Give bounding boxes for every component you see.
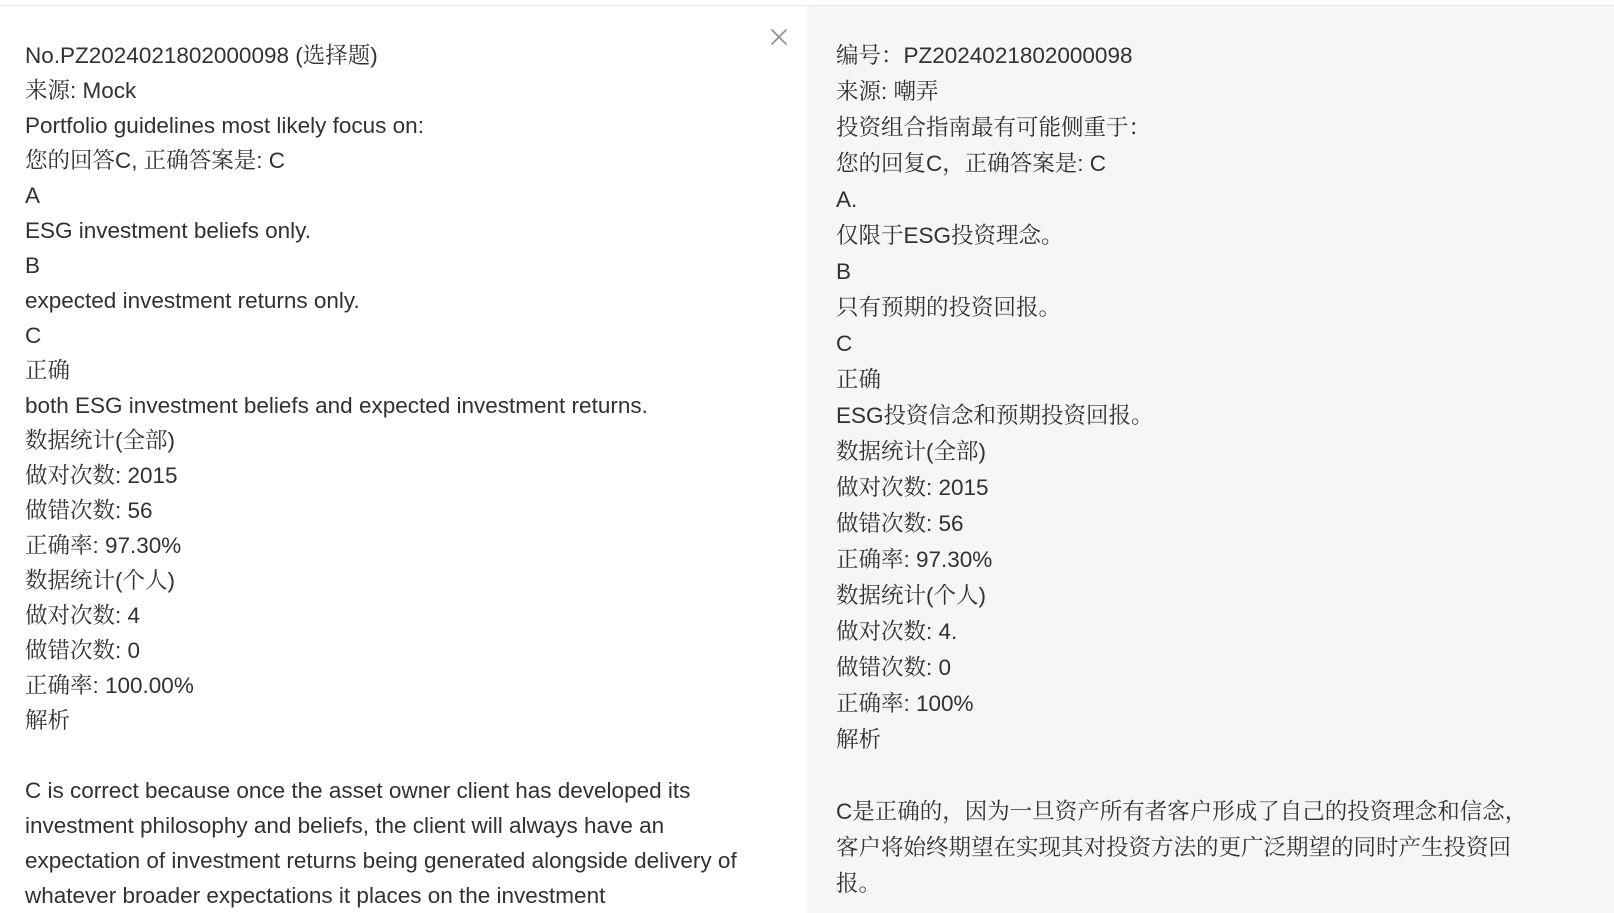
stats-personal-rate: 正确率: 100% bbox=[836, 691, 974, 716]
option-b-label: B bbox=[25, 253, 41, 278]
option-c-text: both ESG investment beliefs and expected investment returns. bbox=[25, 393, 648, 418]
analysis-title: 解析 bbox=[836, 727, 882, 752]
stats-all-rate: 正确率: 97.30% bbox=[836, 547, 993, 572]
option-c-label: C bbox=[25, 323, 42, 348]
question-stem: 投资组合指南最有可能侧重于： bbox=[836, 115, 1152, 140]
analysis-text: C是正确的，因为一旦资产所有者客户形成了自己的投资理念和信念，客户将始终期望在实现其对投资方法的更广泛期望的同时产生投资回报。 bbox=[836, 799, 1528, 896]
stats-all-wrong: 做错次数: 56 bbox=[25, 498, 153, 523]
stats-all-rate: 正确率: 97.30% bbox=[25, 533, 182, 558]
option-b-text: expected investment returns only. bbox=[25, 288, 360, 313]
option-b-label: B bbox=[836, 259, 852, 284]
stats-personal-correct: 做对次数: 4 bbox=[25, 603, 141, 628]
option-c-correct-tag: 正确 bbox=[836, 367, 882, 392]
original-question-panel bbox=[0, 6, 807, 913]
analysis-text: C is correct because once the asset owner client has developed its investment philosophy and beliefs, the client will always have an expectation of investment returns being generated alongside delivery of whatever broader expectations it places on the investment bbox=[25, 778, 737, 908]
option-c-label: C bbox=[836, 331, 853, 356]
answer-result: 您的回答C, 正确答案是: C bbox=[25, 148, 286, 173]
stats-all-correct: 做对次数: 2015 bbox=[25, 463, 178, 488]
stats-personal-correct: 做对次数: 4. bbox=[836, 619, 958, 644]
question-number: No.PZ2024021802000098 (选择题) bbox=[25, 43, 378, 68]
analysis-title: 解析 bbox=[25, 708, 71, 733]
option-b-text: 只有预期的投资回报。 bbox=[836, 295, 1062, 320]
stats-all-title: 数据统计(全部) bbox=[836, 439, 986, 464]
analysis-spacer bbox=[836, 758, 1536, 794]
option-c-text: ESG投资信念和预期投资回报。 bbox=[836, 403, 1154, 428]
question-source: 来源: Mock bbox=[25, 78, 137, 103]
analysis-spacer bbox=[25, 738, 770, 773]
stats-personal-title: 数据统计(个人) bbox=[836, 583, 986, 608]
translated-question-panel bbox=[807, 6, 1614, 913]
question-number: 编号：PZ2024021802000098 bbox=[836, 43, 1133, 68]
option-a-label: A. bbox=[836, 187, 858, 212]
stats-personal-title: 数据统计(个人) bbox=[25, 568, 175, 593]
stats-personal-wrong: 做错次数: 0 bbox=[25, 638, 141, 663]
close-button[interactable] bbox=[768, 26, 790, 48]
option-c-correct-tag: 正确 bbox=[25, 358, 71, 383]
stats-all-wrong: 做错次数: 56 bbox=[836, 511, 964, 536]
stats-all-correct: 做对次数: 2015 bbox=[836, 475, 989, 500]
option-a-text: 仅限于ESG投资理念。 bbox=[836, 223, 1064, 248]
option-a-label: A bbox=[25, 183, 41, 208]
stats-personal-rate: 正确率: 100.00% bbox=[25, 673, 194, 698]
stats-personal-wrong: 做错次数: 0 bbox=[836, 655, 952, 680]
translated-question-content bbox=[836, 38, 1536, 902]
close-icon bbox=[768, 26, 790, 48]
stats-all-title: 数据统计(全部) bbox=[25, 428, 175, 453]
answer-result: 您的回复C，正确答案是: C bbox=[836, 151, 1107, 176]
question-stem: Portfolio guidelines most likely focus on: bbox=[25, 113, 424, 138]
option-a-text: ESG investment beliefs only. bbox=[25, 218, 311, 243]
original-question-content bbox=[25, 38, 770, 913]
question-source: 来源: 嘲弄 bbox=[836, 79, 939, 104]
